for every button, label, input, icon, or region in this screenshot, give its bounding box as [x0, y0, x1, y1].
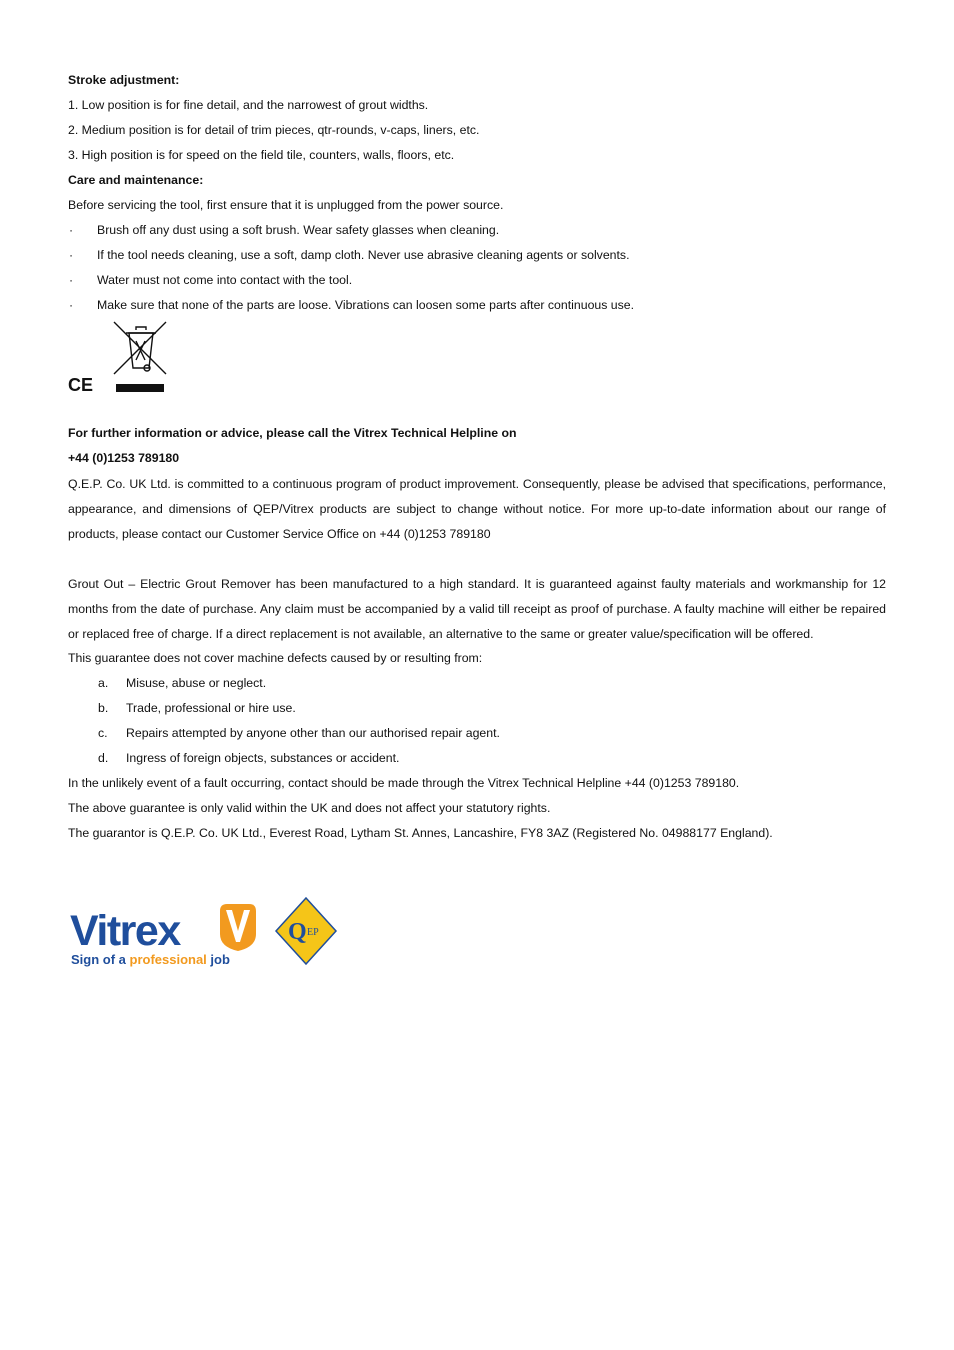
care-bullet-text: Make sure that none of the parts are loose. Vibrations can loosen some parts after continuous use. — [97, 298, 635, 312]
vitrex-tagline-post: job — [206, 952, 230, 967]
crossed-out-wheelie-bin-icon — [112, 320, 168, 394]
qep-letters-ep: EP — [307, 927, 319, 938]
care-bullet-text: Water must not come into contact with the tool. — [97, 273, 353, 287]
vitrex-v-logo-icon — [220, 904, 256, 951]
vitrex-tagline-accent: professional — [129, 952, 207, 967]
guarantee-paragraph: Grout Out – Electric Grout Remover has been manufactured to a high standard. It is guaranteed against faulty materials and workmanship for 12 months from the date of purchase. Any claim must be accompanied by a valid till receipt as proof of purchase. A faulty machine will either be repaired or replaced free of charge. If a direct replacement is not available, an alternative to the same or greater value/specification will be offered. — [68, 577, 886, 641]
care-bullet-text: If the tool needs cleaning, use a soft, damp cloth. Never use abrasive cleaning agents or solvents. — [97, 248, 630, 262]
compliance-symbols — [68, 319, 886, 422]
care-intro: Before servicing the tool, first ensure that it is unplugged from the power source. — [68, 198, 504, 212]
care-bullet-text: Brush off any dust using a soft brush. Wear safety glasses when cleaning. — [97, 223, 500, 237]
exclusion-text: Misuse, abuse or neglect. — [126, 676, 267, 690]
guarantor-text: The guarantor is Q.E.P. Co. UK Ltd., Everest Road, Lytham St. Annes, Lancashire, FY8 3AZ (Registered No. 04988177 England). — [68, 826, 773, 840]
exclusion-item — [68, 697, 886, 722]
list-marker: a. — [98, 676, 109, 690]
list-marker: c. — [98, 726, 108, 740]
exclusion-item — [68, 747, 886, 772]
helpline-phone: +44 (0)1253 789180 — [68, 451, 180, 465]
helpline-text: For further information or advice, please call the Vitrex Technical Helpline on — [68, 426, 517, 440]
exclusion-text: Trade, professional or hire use. — [126, 701, 296, 715]
vitrex-tagline-pre: Sign of a — [71, 952, 130, 967]
svg-text:Sign of a professional job — [71, 952, 230, 967]
guarantee-validity-text: The above guarantee is only valid within the UK and does not affect your statutory rights. — [68, 801, 551, 815]
list-marker: b. — [98, 701, 109, 715]
fault-contact-text: In the unlikely event of a fault occurring, contact should be made through the Vitrex Technical Helpline +44 (0)1253 789180. — [68, 776, 740, 790]
exclusion-text: Ingress of foreign objects, substances or accident. — [126, 751, 400, 765]
ce-mark: CE — [68, 375, 94, 395]
exclusions-intro: This guarantee does not cover machine defects caused by or resulting from: — [68, 651, 483, 665]
product-improvement-paragraph: Q.E.P. Co. UK Ltd. is committed to a continuous program of product improvement. Consequently, please be advised that specifications, performance, appearance, and dimensions of QEP/Vitrex products are subject to change without notice. For more up-to-date information about our range of products, please contact our Customer Service Office on +44 (0)1253 789180 — [68, 477, 886, 541]
brand-logos — [68, 893, 343, 973]
vitrex-wordmark: Vitrex — [70, 907, 180, 955]
care-bullet — [68, 244, 886, 269]
spacer — [68, 547, 886, 572]
stroke-item-medium: 2. Medium position is for detail of trim pieces, qtr-rounds, v-caps, liners, etc. — [68, 123, 480, 137]
document-page — [68, 69, 886, 847]
list-marker: d. — [98, 751, 109, 765]
care-bullet — [68, 219, 886, 244]
bullet-mark: · — [69, 298, 74, 312]
stroke-adjustment-heading: Stroke adjustment: — [68, 73, 180, 87]
exclusion-text: Repairs attempted by anyone other than our authorised repair agent. — [126, 726, 500, 740]
stroke-item-high: 3. High position is for speed on the field tile, counters, walls, floors, etc. — [68, 148, 455, 162]
bullet-mark: · — [69, 248, 74, 262]
qep-letter-q: Q — [288, 919, 307, 945]
exclusion-item — [68, 722, 886, 747]
care-bullet — [68, 294, 886, 319]
bullet-mark: · — [69, 273, 74, 287]
exclusion-item — [68, 672, 886, 697]
bullet-mark: · — [69, 223, 74, 237]
stroke-item-low: 1. Low position is for fine detail, and the narrowest of grout widths. — [68, 98, 429, 112]
qep-logo-icon — [276, 898, 336, 964]
care-bullet — [68, 269, 886, 294]
care-heading: Care and maintenance: — [68, 173, 204, 187]
